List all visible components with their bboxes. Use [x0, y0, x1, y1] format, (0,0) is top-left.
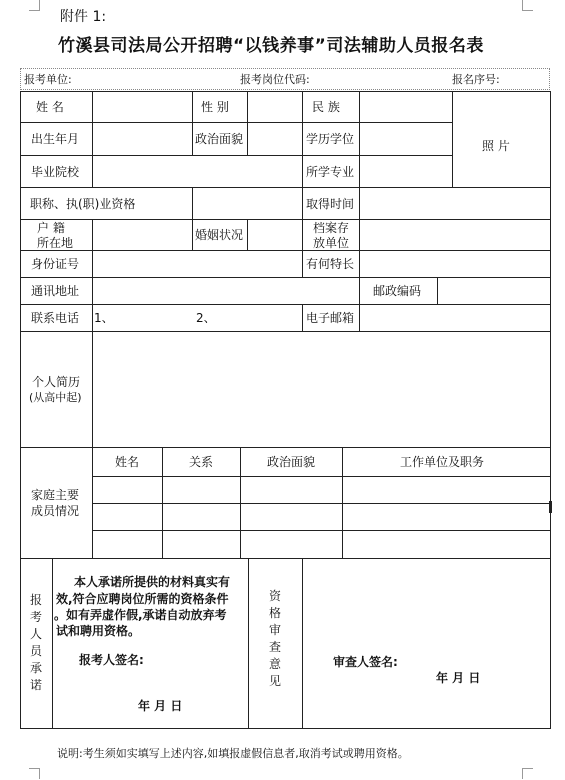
archive-field[interactable] [360, 220, 550, 249]
family-header-relation: 关系 [189, 455, 214, 469]
qualification-field[interactable] [193, 188, 301, 218]
resume-note: (从高中起) [29, 391, 82, 404]
promise-text-line3: 。如有弄虚作假,承诺自动放弃考 [54, 608, 227, 622]
review-date: 年 月 日 [436, 671, 481, 685]
applicant-sign-field[interactable] [152, 648, 244, 670]
crop-mark-bottom-left [29, 768, 40, 779]
phone-label: 联系电话 [31, 311, 80, 325]
specialty-label: 有何特长 [306, 257, 355, 271]
serial-label: 报名序号: [452, 73, 500, 86]
postcode-label: 邮政编码 [373, 284, 422, 298]
postcode-field[interactable] [438, 278, 550, 303]
address-label: 通讯地址 [31, 284, 80, 298]
page-title: 竹溪县司法局公开招聘“以钱养事”司法辅助人员报名表 [58, 36, 484, 56]
politics-label: 政治面貌 [195, 132, 244, 146]
review-opinion-field[interactable] [303, 559, 550, 649]
specialty-field[interactable] [360, 251, 550, 276]
col-line [302, 187, 303, 250]
obtain-time-field[interactable] [360, 188, 550, 218]
hukou-field[interactable] [93, 220, 191, 249]
promise-text-line2: 效,符合应聘岗位所需的资格条件 [56, 592, 229, 606]
footnote: 说明:考生须如实填写上述内容,如填报虚假信息者,取消考试或聘用资格。 [57, 747, 409, 760]
annex-label: 附件 1: [60, 9, 107, 25]
id-label: 身份证号 [31, 257, 80, 271]
unit-label: 报考单位: [24, 73, 72, 86]
archive-label-line2: 放单位 [313, 236, 350, 250]
id-field[interactable] [93, 251, 301, 276]
ethnicity-label: 民 族 [312, 100, 340, 114]
col-line [192, 91, 193, 155]
obtain-time-label: 取得时间 [306, 197, 355, 211]
ethnicity-field[interactable] [360, 92, 451, 121]
promise-text-line4: 试和聘用资格。 [56, 624, 141, 638]
family-row-1[interactable] [93, 477, 550, 502]
family-label-line1: 家庭主要 [31, 488, 80, 502]
photo-label: 照 片 [482, 139, 510, 153]
col-line [92, 304, 93, 331]
family-label-line2: 成员情况 [31, 504, 80, 518]
family-header-workplace: 工作单位及职务 [400, 455, 485, 469]
gender-field[interactable] [248, 92, 301, 121]
family-row-2[interactable] [93, 504, 550, 529]
col-line [302, 304, 303, 331]
politics-field[interactable] [248, 123, 301, 154]
applicant-sign-label: 报考人签名: [79, 653, 144, 667]
col-line [302, 250, 303, 277]
promise-side-label: 报考人员承诺 [29, 593, 42, 692]
archive-label-line1: 档案存 [313, 221, 350, 235]
reviewer-sign-label: 审查人签名: [333, 655, 398, 669]
post-code-label: 报考岗位代码: [240, 73, 310, 86]
hukou-label-line1: 户 籍 [37, 221, 65, 235]
family-header-politics: 政治面貌 [267, 455, 316, 469]
row-line [20, 447, 551, 448]
gender-label: 性 别 [201, 100, 229, 114]
major-field[interactable] [360, 156, 451, 186]
family-header-name: 姓名 [115, 455, 140, 469]
crop-mark-top-right [522, 0, 533, 11]
crop-mark-top-left [29, 0, 40, 11]
marital-label: 婚姻状况 [195, 228, 244, 242]
phone-2-field[interactable] [214, 305, 301, 330]
phone-2-label: 2、 [196, 311, 216, 325]
family-row-3[interactable] [93, 531, 550, 557]
resume-field[interactable] [93, 332, 550, 446]
birth-label: 出生年月 [31, 132, 80, 146]
col-line [302, 91, 303, 187]
education-label: 学历学位 [306, 132, 355, 146]
marital-field[interactable] [248, 220, 301, 249]
promise-text-line1: 本人承诺所提供的材料真实有 [74, 575, 231, 589]
name-field[interactable] [93, 92, 191, 121]
phone-1-label: 1、 [94, 311, 114, 325]
resume-label: 个人简历 [32, 375, 81, 389]
email-label: 电子邮箱 [306, 311, 355, 325]
school-field[interactable] [93, 156, 301, 186]
qualification-label: 职称、执(职)业资格 [30, 197, 136, 211]
hukou-label-line2: 所在地 [37, 236, 74, 250]
name-label: 姓 名 [36, 100, 64, 114]
address-field[interactable] [93, 278, 358, 303]
crop-mark-bottom-right [522, 768, 533, 779]
major-label: 所学专业 [306, 165, 355, 179]
school-label: 毕业院校 [31, 165, 80, 179]
phone-1-field[interactable] [110, 305, 194, 330]
education-field[interactable] [360, 123, 451, 154]
reviewer-sign-field[interactable] [406, 650, 546, 672]
col-line [248, 558, 249, 729]
email-field[interactable] [360, 305, 550, 330]
review-side-label: 资格审查意见 [268, 589, 281, 688]
birth-field[interactable] [93, 123, 191, 154]
col-line [359, 277, 360, 304]
col-line [52, 558, 53, 729]
applicant-date: 年 月 日 [138, 699, 183, 713]
